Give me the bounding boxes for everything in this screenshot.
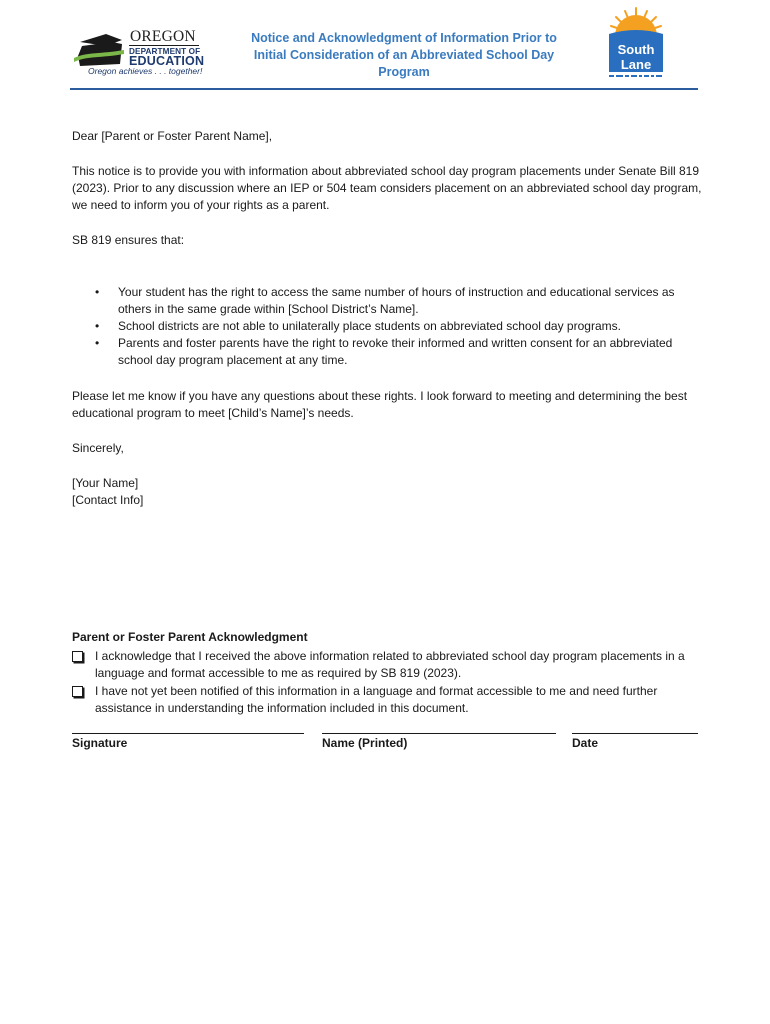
date-line[interactable] bbox=[572, 733, 698, 734]
list-item: • School districts are not able to unilaterally place students on abbreviated school day programs. bbox=[72, 318, 702, 335]
ode-tagline: Oregon achieves . . . together! bbox=[88, 66, 203, 76]
signoff: Sincerely, bbox=[72, 441, 124, 455]
south-lane-logo bbox=[603, 6, 669, 80]
name-printed-line[interactable] bbox=[322, 733, 556, 734]
acknowledge-received-label: I acknowledge that I received the above information related to abbreviated school day program placements in a language and format accessible to me as required by SB 819 (2023). bbox=[95, 649, 685, 680]
contact-info-placeholder: [Contact Info] bbox=[72, 493, 144, 507]
acknowledge-received-option[interactable] bbox=[72, 648, 702, 682]
ensures-lead: SB 819 ensures that: bbox=[72, 233, 185, 247]
checkbox-icon[interactable] bbox=[72, 686, 83, 697]
document-title: Notice and Acknowledgment of Information Prior to Initial Consideration of an Abbreviated School Day Program bbox=[251, 31, 557, 79]
header-divider bbox=[70, 88, 698, 90]
your-name-placeholder: [Your Name] bbox=[72, 476, 139, 490]
ode-divider bbox=[129, 45, 199, 46]
need-assistance-label: I have not yet been notified of this information in a language and format accessible to me and need further assistance in understanding the information included in this document. bbox=[95, 684, 658, 715]
signature-line[interactable] bbox=[72, 733, 304, 734]
signature-label: Signature bbox=[72, 736, 128, 750]
intro-paragraph: This notice is to provide you with information about abbreviated school day program placements under Senate Bill 819 (2023). Prior to any discussion where an IEP or 504 team considers placement on an abbreviated school day program, we need to inform you of your rights as a parent. bbox=[72, 164, 702, 212]
closing-paragraph: Please let me know if you have any questions about these rights. I look forward to meeting and determining the best educational program to meet [Child’s Name]’s needs. bbox=[72, 389, 688, 420]
acknowledgment-title: Parent or Foster Parent Acknowledgment bbox=[72, 630, 308, 644]
ode-wordmark: OREGON bbox=[130, 28, 196, 45]
name-printed-label: Name (Printed) bbox=[322, 736, 408, 750]
date-label: Date bbox=[572, 736, 599, 750]
checkbox-icon[interactable] bbox=[72, 651, 83, 662]
south-lane-line2: Lane bbox=[620, 57, 652, 72]
ode-dept-line: DEPARTMENT OF bbox=[129, 47, 201, 56]
south-lane-line1: South bbox=[617, 42, 655, 57]
rights-list bbox=[72, 284, 702, 369]
oregon-map-icon bbox=[72, 28, 128, 68]
list-item: • Your student has the right to access the same number of hours of instruction and educational services as others in the same grade within [School District’s Name]. bbox=[72, 284, 702, 318]
ode-edu-line: EDUCATION bbox=[129, 54, 205, 68]
ode-logo bbox=[72, 28, 204, 78]
need-assistance-option[interactable] bbox=[72, 683, 702, 717]
salutation: Dear [Parent or Foster Parent Name], bbox=[72, 129, 273, 143]
list-item: • Parents and foster parents have the right to revoke their informed and written consent for an abbreviated school day program placement at any time. bbox=[72, 335, 702, 369]
